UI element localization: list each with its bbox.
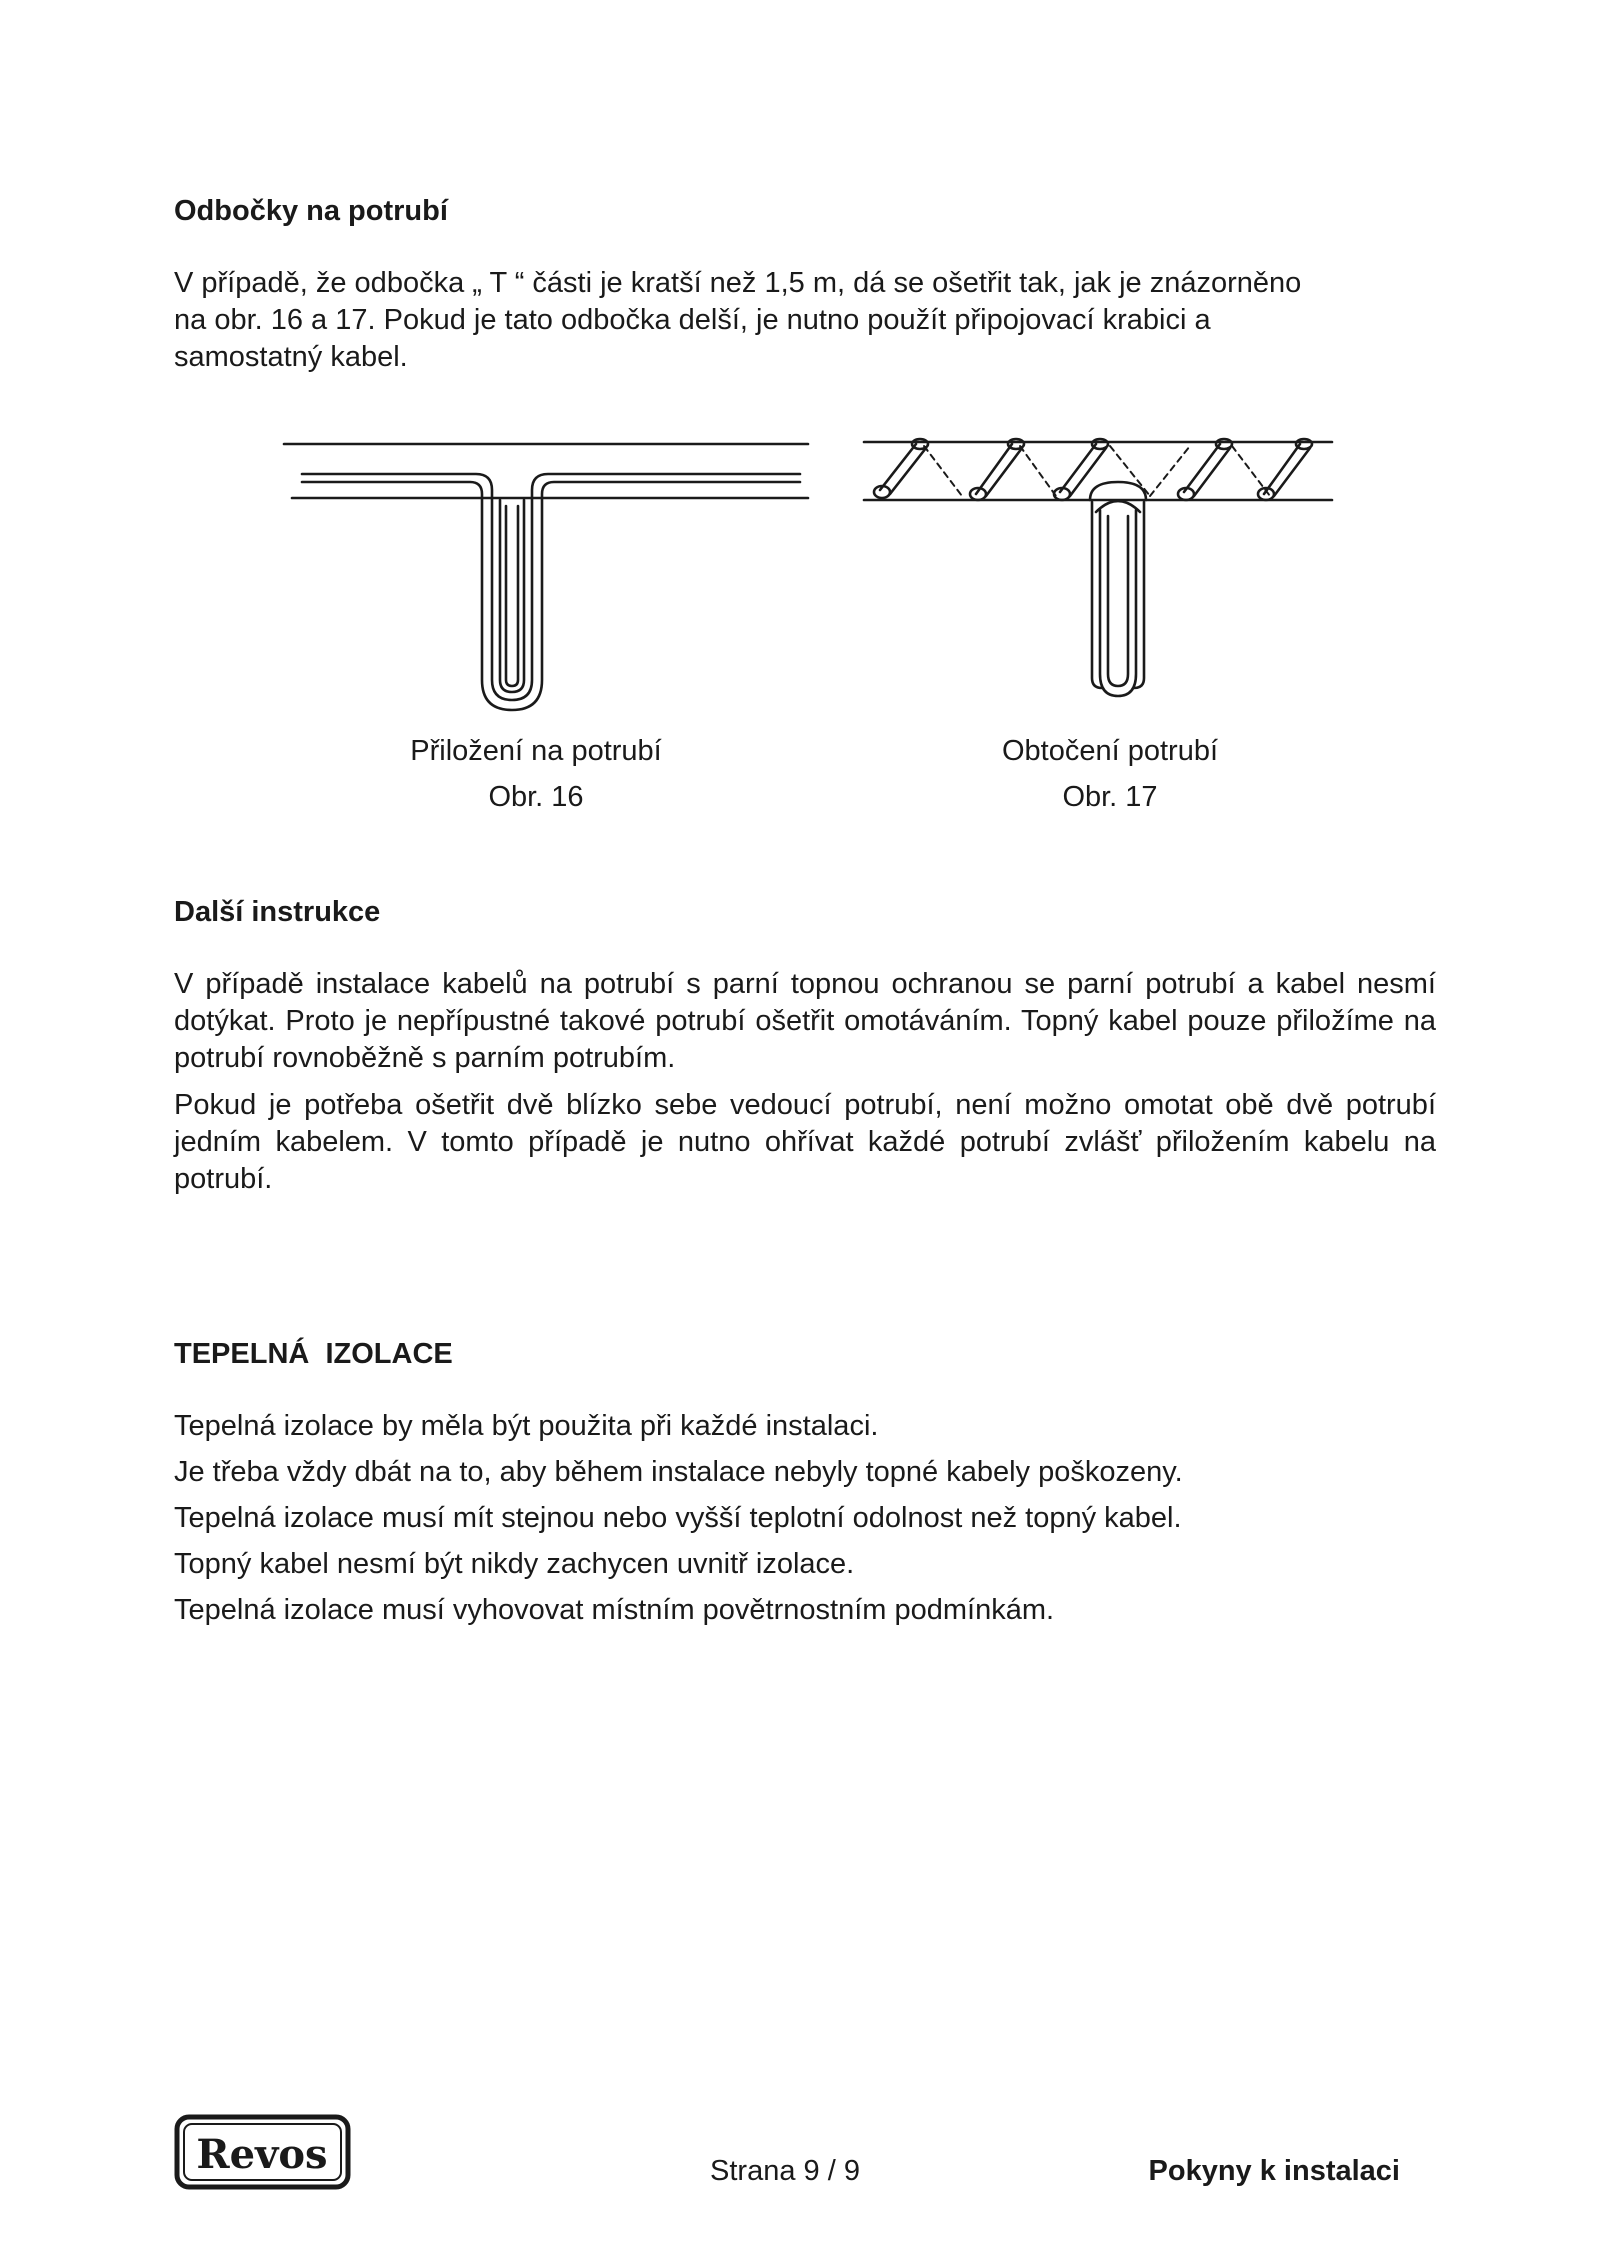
section-heading-thermal-insulation: TEPELNÁ IZOLACE — [174, 1338, 453, 1370]
thermal-insulation-list — [174, 1403, 1436, 1633]
figure-16-number: Obr. 16 — [488, 781, 584, 813]
paragraph: Pokud je potřeba ošetřit dvě blízko sebe vedoucí potrubí, není možno omotat obě dvě potrubí jedním kabelem. V tomto případě je nutno ohřívat každé potrubí zvlášť přiložením kabelu na potrubí. — [174, 1089, 1436, 1195]
paragraph-line: na obr. 16 a 17. Pokud je tato odbočka delší, je nutno použít připojovací krabici a — [174, 304, 1211, 336]
page-number: Strana 9 / 9 — [710, 2155, 860, 2187]
list-item: Tepelná izolace musí mít stejnou nebo vyšší teplotní odolnost než topný kabel. — [174, 1502, 1182, 1534]
section-branches — [174, 193, 1436, 229]
section-thermal-insulation — [174, 1336, 1436, 1372]
figure-17-illustration — [860, 430, 1340, 710]
paragraph-line: V případě, že odbočka „ T “ části je kratší než 1,5 m, dá se ošetřit tak, jak je znázorněno — [174, 267, 1302, 299]
section-heading-further-instructions: Další instrukce — [174, 896, 381, 928]
list-item: Tepelná izolace musí vyhovovat místním povětrnostním podmínkám. — [174, 1594, 1055, 1626]
revos-logo — [174, 2114, 351, 2190]
document-title: Pokyny k instalaci — [1148, 2155, 1400, 2187]
figure-16-title: Přiložení na potrubí — [410, 735, 662, 767]
list-item: Je třeba vždy dbát na to, aby během instalace nebyly topné kabely poškozeny. — [174, 1456, 1183, 1488]
list-item: Tepelná izolace by měla být použita při každé instalaci. — [174, 1410, 879, 1442]
logo-text: Revos — [196, 2131, 328, 2178]
list-item: Topný kabel nesmí být nikdy zachycen uvnitř izolace. — [174, 1548, 855, 1580]
figure-17-title: Obtočení potrubí — [1001, 735, 1219, 767]
figure-16-caption — [326, 728, 746, 820]
section-heading-branches: Odbočky na potrubí — [174, 195, 448, 227]
paragraph: V případě instalace kabelů na potrubí s parní topnou ochranou se parní potrubí a kabel nesmí dotýkat. Proto je nepřípustné takové potrubí ošetřit omotáváním. Topný kabel pouze přiložíme na potrubí rovnoběžně s parním potrubím. — [174, 968, 1436, 1074]
section-further-instructions — [174, 894, 1436, 930]
further-instructions-body — [174, 966, 1436, 1198]
figure-17-number: Obr. 17 — [1062, 781, 1158, 813]
paragraph-branches — [174, 265, 1436, 376]
paragraph-line: samostatný kabel. — [174, 341, 408, 373]
figure-16-illustration — [280, 430, 820, 710]
figure-17-caption — [900, 728, 1320, 820]
